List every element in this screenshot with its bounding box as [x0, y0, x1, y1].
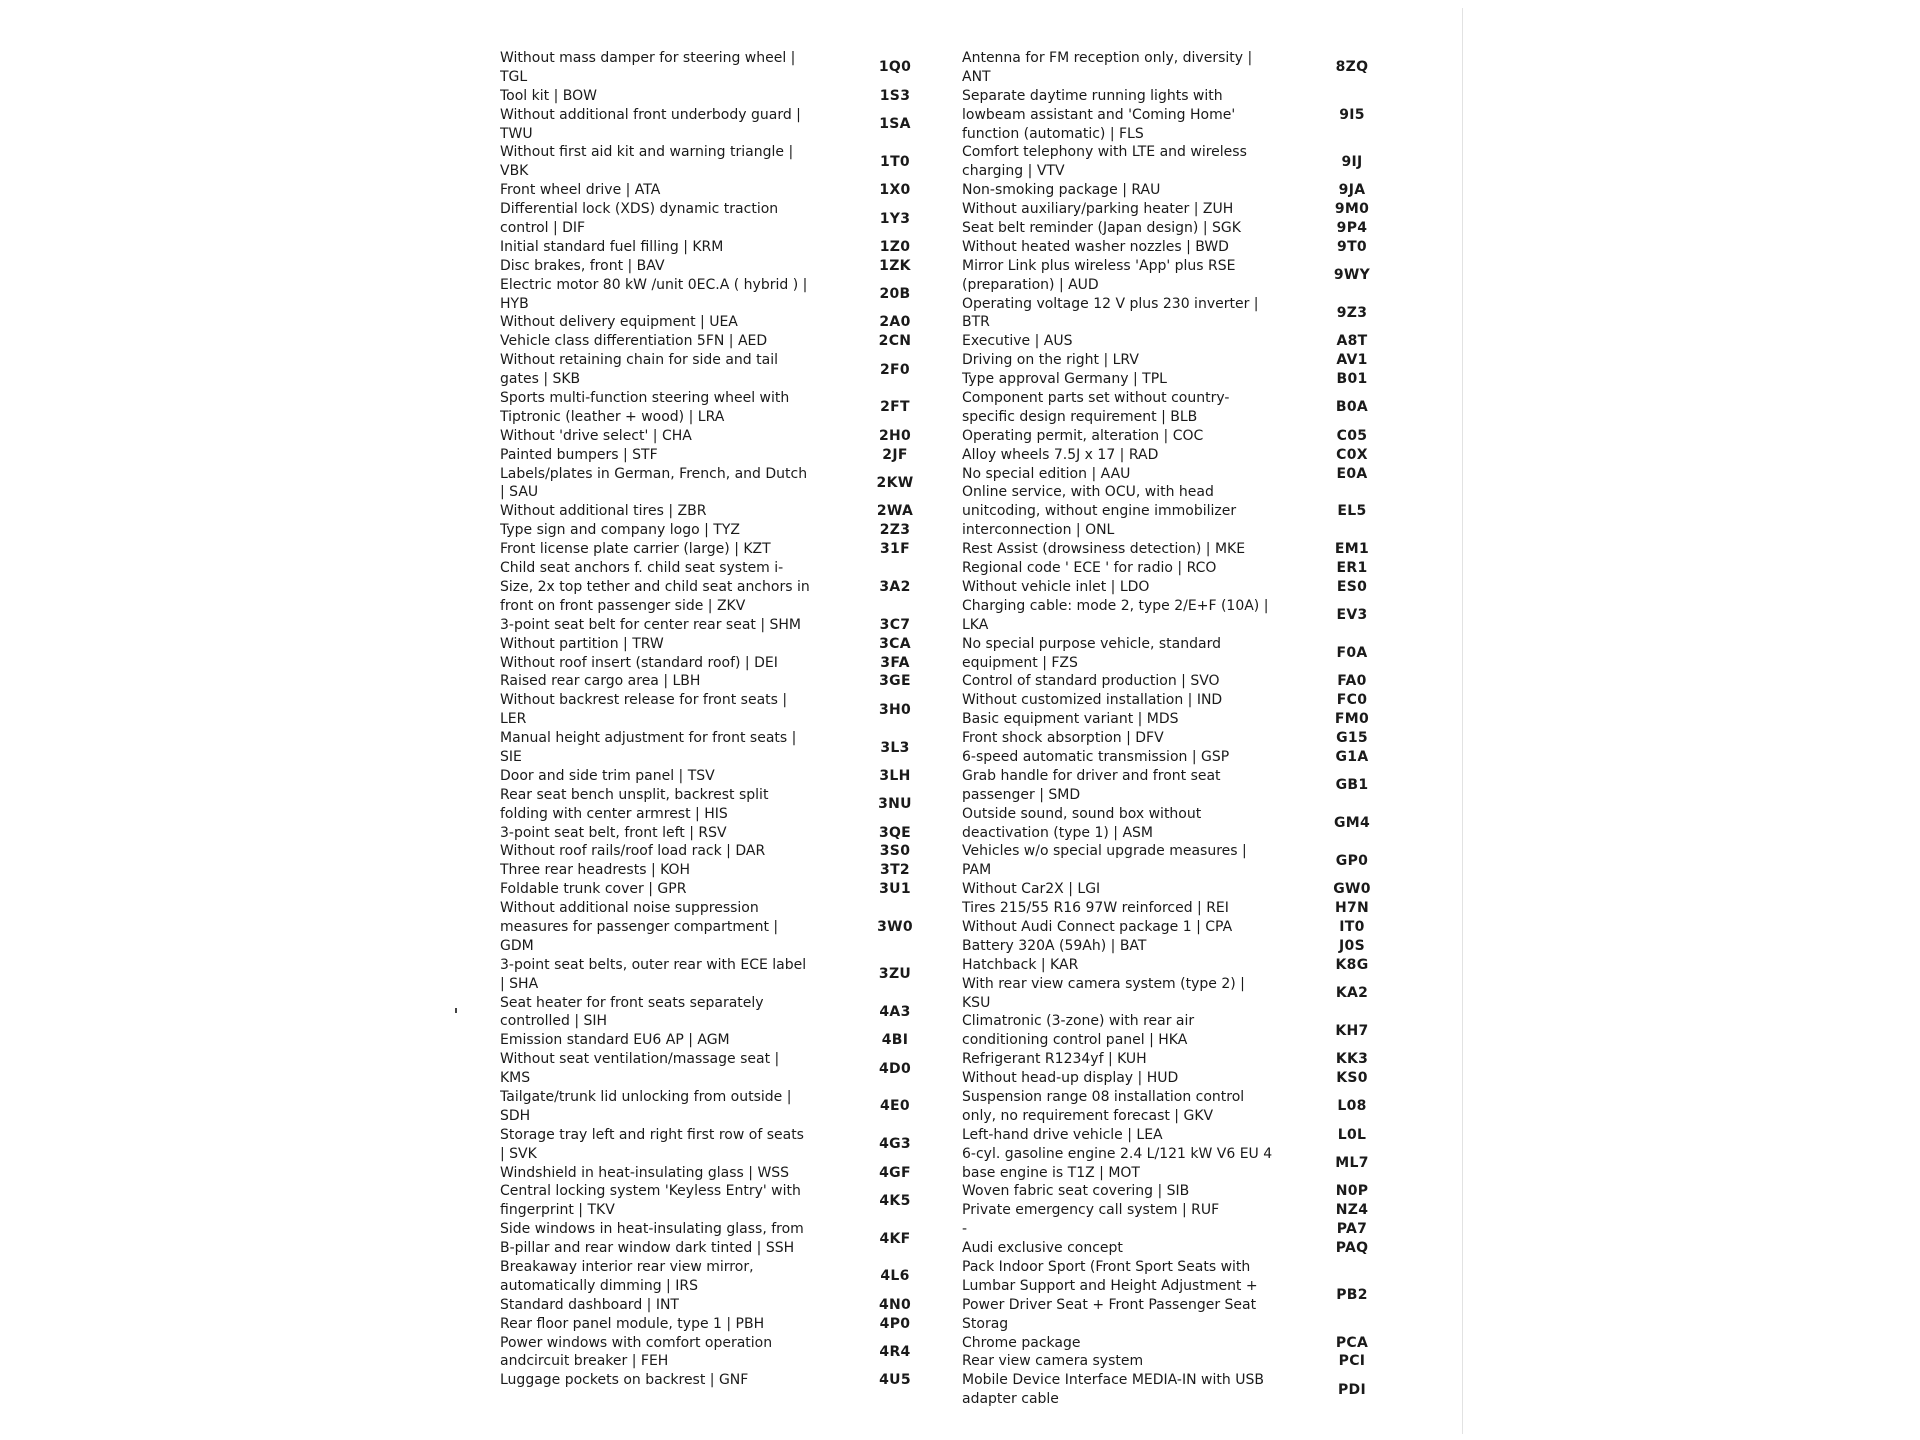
- equipment-description-line: Emission standard EU6 AP | AGM: [500, 1032, 730, 1049]
- equipment-description-line: Without retaining chain for side and tail: [500, 352, 778, 369]
- equipment-description-line: gates | SKB: [500, 371, 581, 388]
- equipment-code: FM0: [1334, 711, 1370, 728]
- equipment-code: C05: [1336, 427, 1368, 444]
- equipment-description-line: 6-cyl. gasoline engine 2.4 L/121 kW V6 EU 4: [962, 1145, 1273, 1162]
- stray-scan-mark: [455, 1008, 457, 1013]
- equipment-description-line: Operating permit, alteration | COC: [962, 427, 1204, 444]
- equipment-description-line: Seat belt reminder (Japan design) | SGK: [962, 220, 1241, 237]
- equipment-description-line: Rest Assist (drowsiness detection) | MKE: [962, 541, 1246, 558]
- equipment-description-line: deactivation (type 1) | ASM: [962, 824, 1154, 841]
- equipment-description-line: Non-smoking package | RAU: [962, 182, 1161, 199]
- equipment-description-line: Seat heater for front seats separately: [500, 994, 764, 1011]
- equipment-code: 3FA: [880, 654, 910, 671]
- equipment-code: 20B: [879, 286, 911, 303]
- equipment-code: 1X0: [879, 182, 911, 199]
- equipment-description-line: Control of standard production | SVO: [962, 673, 1220, 690]
- equipment-description-line: Size, 2x top tether and child seat anchors in: [500, 578, 810, 595]
- equipment-description-line: lowbeam assistant and 'Coming Home': [962, 106, 1236, 123]
- equipment-description-line: TWU: [500, 125, 533, 142]
- equipment-description-line: Without customized installation | IND: [962, 692, 1223, 709]
- equipment-description-line: Without head-up display | HUD: [962, 1070, 1179, 1087]
- equipment-description-line: Hatchback | KAR: [962, 956, 1079, 973]
- equipment-code: 9Z3: [1336, 305, 1368, 322]
- equipment-description-line: Vehicles w/o special upgrade measures |: [962, 843, 1247, 860]
- equipment-description-line: VBK: [500, 163, 529, 180]
- equipment-code: 3A2: [879, 578, 911, 595]
- equipment-description-line: 3-point seat belts, outer rear with ECE label: [500, 956, 807, 973]
- equipment-code: 4R4: [879, 1344, 911, 1360]
- equipment-description-line: Type sign and company logo | TYZ: [500, 522, 740, 539]
- equipment-code: 9T0: [1337, 238, 1367, 255]
- equipment-code: PDI: [1338, 1381, 1366, 1398]
- equipment-description-line: Without additional tires | ZBR: [500, 503, 707, 520]
- equipment-code: J0S: [1339, 937, 1365, 954]
- equipment-description-line: Without heated washer nozzles | BWD: [962, 238, 1229, 255]
- equipment-description-line: only, no requirement forecast | GKV: [962, 1107, 1214, 1124]
- equipment-code: 2JF: [882, 446, 908, 463]
- equipment-code: 4U5: [879, 1372, 911, 1389]
- equipment-code: C0X: [1336, 446, 1368, 463]
- equipment-description-line: Storage tray left and right first row of seats: [500, 1126, 804, 1143]
- equipment-code: 4BI: [881, 1032, 909, 1049]
- equipment-code: 4G3: [879, 1136, 911, 1153]
- equipment-description-line: unitcoding, without engine immobilizer: [962, 503, 1237, 520]
- equipment-description-line: LER: [500, 711, 527, 728]
- equipment-description-line: No special edition | AAU: [962, 465, 1131, 482]
- equipment-code: 4A3: [879, 1003, 911, 1020]
- equipment-description-line: Raised rear cargo area | LBH: [500, 673, 701, 690]
- equipment-code: PAQ: [1335, 1240, 1369, 1257]
- equipment-code: 4P0: [879, 1315, 911, 1332]
- equipment-description-line: Without mass damper for steering wheel |: [500, 50, 796, 66]
- equipment-description-line: Type approval Germany | TPL: [962, 371, 1167, 388]
- equipment-description-line: Online service, with OCU, with head: [962, 484, 1214, 501]
- equipment-code: 3GE: [879, 673, 911, 690]
- equipment-code: 2CN: [878, 333, 912, 350]
- equipment-description-line: Windshield in heat-insulating glass | WSS: [500, 1164, 790, 1181]
- equipment-code: 1Z0: [879, 238, 911, 255]
- equipment-description-line: Audi exclusive concept: [962, 1240, 1123, 1257]
- equipment-description-line: No special purpose vehicle, standard: [962, 635, 1221, 652]
- equipment-description-line: measures for passenger compartment |: [500, 918, 779, 935]
- equipment-code: 9WY: [1333, 267, 1371, 284]
- equipment-description-line: PAM: [962, 862, 992, 879]
- equipment-description-line: Without Car2X | LGI: [962, 881, 1101, 898]
- equipment-code: GB1: [1335, 777, 1369, 794]
- equipment-code: 3L3: [880, 739, 910, 756]
- equipment-description-line: KSU: [962, 994, 991, 1011]
- equipment-description-line: Without vehicle inlet | LDO: [962, 578, 1150, 595]
- equipment-code: EL5: [1337, 503, 1367, 520]
- equipment-description-line: Left-hand drive vehicle | LEA: [962, 1126, 1163, 1143]
- equipment-code: 1Y3: [879, 210, 911, 227]
- equipment-description-line: Central locking system 'Keyless Entry' with: [500, 1183, 801, 1200]
- equipment-code: E0A: [1336, 465, 1368, 482]
- equipment-description-line: Painted bumpers | STF: [500, 446, 658, 463]
- equipment-code: 3NU: [878, 796, 912, 813]
- equipment-description-line: Three rear headrests | KOH: [500, 862, 691, 879]
- equipment-code: 3S0: [879, 843, 911, 860]
- equipment-description-line: function (automatic) | FLS: [962, 125, 1144, 142]
- equipment-description-line: Regional code ' ECE ' for radio | RCO: [962, 560, 1217, 577]
- equipment-description-line: Without 'drive select' | CHA: [500, 427, 692, 444]
- equipment-description-line: Without additional noise suppression: [500, 900, 759, 917]
- equipment-code: 4KF: [879, 1230, 911, 1247]
- equipment-code: 1Q0: [878, 59, 912, 76]
- equipment-description-line: Storag: [962, 1315, 1009, 1332]
- equipment-description-line: Executive | AUS: [962, 333, 1073, 350]
- equipment-description-line: base engine is T1Z | MOT: [962, 1164, 1140, 1181]
- equipment-description-line: ANT: [962, 68, 991, 85]
- equipment-code: 4D0: [878, 1060, 911, 1077]
- equipment-description-line: -: [962, 1221, 968, 1238]
- equipment-description-line: Private emergency call system | RUF: [962, 1202, 1220, 1219]
- equipment-description-line: Tailgate/trunk lid unlocking from outside |: [500, 1088, 792, 1105]
- equipment-code: EV3: [1336, 607, 1368, 624]
- equipment-description-line: (preparation) | AUD: [962, 276, 1099, 293]
- equipment-description-line: Without first aid kit and warning triangle |: [500, 144, 794, 161]
- equipment-description-line: Without delivery equipment | UEA: [500, 314, 738, 331]
- equipment-code: PB2: [1336, 1287, 1368, 1304]
- equipment-code: 3W0: [877, 918, 913, 935]
- equipment-description-line: passenger | SMD: [962, 786, 1081, 803]
- equipment-description-line: Basic equipment variant | MDS: [962, 711, 1179, 728]
- equipment-description-line: Climatronic (3-zone) with rear air: [962, 1013, 1195, 1030]
- equipment-code: 9P4: [1336, 220, 1368, 237]
- equipment-description-line: specific design requirement | BLB: [962, 408, 1198, 425]
- equipment-description-line: Separate daytime running lights with: [962, 87, 1223, 104]
- equipment-code: 9I5: [1339, 106, 1365, 123]
- equipment-code: F0A: [1336, 645, 1368, 662]
- equipment-description-line: adapter cable: [962, 1391, 1059, 1408]
- equipment-description-line: Tool kit | BOW: [500, 87, 597, 104]
- equipment-description-line: | SHA: [500, 975, 539, 992]
- equipment-description-line: Power windows with comfort operation: [500, 1334, 773, 1351]
- equipment-description-line: Child seat anchors f. child seat system i-: [500, 560, 784, 577]
- equipment-code: PCA: [1335, 1334, 1369, 1351]
- equipment-description-line: | SVK: [500, 1145, 537, 1162]
- equipment-code: B01: [1336, 371, 1368, 388]
- equipment-description-line: Suspension range 08 installation control: [962, 1088, 1245, 1105]
- equipment-description-line: With rear view camera system (type 2) |: [962, 975, 1245, 992]
- equipment-code: FC0: [1336, 692, 1368, 709]
- equipment-description-line: GDM: [500, 937, 534, 954]
- equipment-code: 4K5: [879, 1192, 911, 1209]
- equipment-description-line: Door and side trim panel | TSV: [500, 767, 715, 784]
- equipment-description-line: B-pillar and rear window dark tinted | SSH: [500, 1240, 795, 1257]
- equipment-description-line: Chrome package: [962, 1334, 1081, 1351]
- equipment-description-line: interconnection | ONL: [962, 522, 1115, 539]
- equipment-code: GW0: [1333, 881, 1371, 898]
- equipment-code: 3ZU: [878, 966, 912, 983]
- equipment-description-line: KMS: [500, 1070, 531, 1087]
- equipment-description-line: charging | VTV: [962, 163, 1065, 180]
- equipment-description-line: | SAU: [500, 484, 539, 501]
- equipment-description-line: HYB: [500, 295, 529, 312]
- equipment-description-line: Without backrest release for front seats |: [500, 692, 788, 709]
- equipment-description-line: Electric motor 80 kW /unit 0EC.A ( hybrid ) |: [500, 276, 808, 293]
- equipment-code: IT0: [1339, 918, 1365, 935]
- equipment-code: 1SA: [879, 116, 911, 133]
- equipment-description-line: front on front passenger side | ZKV: [500, 597, 746, 614]
- equipment-description-line: SIE: [500, 748, 522, 765]
- equipment-code: G15: [1336, 730, 1368, 747]
- equipment-code: 9JA: [1338, 182, 1366, 199]
- equipment-code: L0L: [1337, 1126, 1367, 1143]
- equipment-code: PA7: [1336, 1221, 1368, 1238]
- equipment-code: 4GF: [879, 1164, 911, 1181]
- equipment-description-line: Side windows in heat-insulating glass, from: [500, 1221, 804, 1238]
- equipment-code: L08: [1337, 1098, 1367, 1115]
- equipment-description-line: Without auxiliary/parking heater | ZUH: [962, 201, 1234, 218]
- equipment-description-line: controlled | SIH: [500, 1013, 608, 1030]
- equipment-code: AV1: [1336, 352, 1368, 369]
- equipment-code: 3LH: [879, 767, 911, 784]
- equipment-code: A8T: [1336, 333, 1368, 350]
- equipment-description-line: conditioning control panel | HKA: [962, 1032, 1188, 1049]
- equipment-description-line: BTR: [962, 314, 990, 331]
- equipment-code: ER1: [1336, 560, 1368, 577]
- equipment-description-line: Foldable trunk cover | GPR: [500, 881, 687, 898]
- equipment-description-line: TGL: [500, 68, 528, 85]
- equipment-code: ML7: [1335, 1155, 1369, 1172]
- equipment-description-line: Component parts set without country-: [962, 390, 1230, 407]
- equipment-code: 4E0: [880, 1098, 910, 1115]
- equipment-description-line: Rear floor panel module, type 1 | PBH: [500, 1315, 765, 1332]
- equipment-description-line: Pack Indoor Sport (Front Sport Seats with: [962, 1259, 1251, 1275]
- equipment-code: 2Z3: [879, 522, 911, 539]
- equipment-description-line: Standard dashboard | INT: [500, 1296, 679, 1313]
- equipment-code: 4L6: [880, 1268, 910, 1285]
- equipment-code: 9M0: [1334, 201, 1370, 218]
- equipment-code: H7N: [1334, 900, 1370, 917]
- equipment-code: 3T2: [880, 862, 910, 879]
- equipment-description-line: Without partition | TRW: [500, 635, 664, 652]
- equipment-code: 2H0: [878, 427, 912, 444]
- equipment-code: K8G: [1335, 956, 1369, 973]
- equipment-description-line: Front license plate carrier (large) | KZT: [500, 541, 771, 558]
- equipment-code: EM1: [1334, 541, 1370, 558]
- equipment-description-line: Rear view camera system: [962, 1353, 1144, 1370]
- equipment-description-line: Without roof insert (standard roof) | DEI: [500, 654, 778, 671]
- equipment-code: 2FT: [880, 399, 910, 416]
- equipment-code: 3H0: [878, 701, 912, 718]
- equipment-code: 8ZQ: [1335, 59, 1369, 76]
- equipment-description-line: Alloy wheels 7.5J x 17 | RAD: [962, 446, 1159, 463]
- equipment-code: 2F0: [880, 361, 910, 378]
- equipment-description-line: Front shock absorption | DFV: [962, 730, 1164, 747]
- equipment-description-line: Breakaway interior rear view mirror,: [500, 1259, 754, 1275]
- equipment-description-line: Woven fabric seat covering | SIB: [962, 1183, 1190, 1200]
- equipment-description-line: LKA: [962, 616, 989, 633]
- equipment-code: ES0: [1336, 578, 1368, 595]
- equipment-description-line: Lumbar Support and Height Adjustment +: [962, 1277, 1258, 1294]
- equipment-list-left-column: [500, 49, 950, 1390]
- equipment-description-line: automatically dimming | IRS: [500, 1277, 698, 1294]
- equipment-description-line: Rear seat bench unsplit, backrest split: [500, 786, 769, 803]
- equipment-code: FA0: [1337, 673, 1367, 690]
- equipment-description-line: Tiptronic (leather + wood) | LRA: [500, 408, 725, 425]
- equipment-description-line: control | DIF: [500, 220, 586, 237]
- equipment-code: GM4: [1333, 815, 1371, 832]
- equipment-code: 2WA: [876, 503, 914, 520]
- equipment-description-line: Luggage pockets on backrest | GNF: [500, 1372, 749, 1389]
- equipment-description-line: Antenna for FM reception only, diversity |: [962, 50, 1253, 66]
- equipment-description-line: folding with center armrest | HIS: [500, 805, 728, 822]
- equipment-description-line: Mobile Device Interface MEDIA-IN with USB: [962, 1372, 1264, 1389]
- equipment-code: KH7: [1335, 1022, 1369, 1039]
- equipment-code: G1A: [1335, 748, 1369, 765]
- equipment-code: 2KW: [876, 475, 914, 492]
- equipment-code: 3U1: [879, 881, 911, 898]
- equipment-code: 1T0: [880, 153, 910, 170]
- equipment-code: KS0: [1336, 1070, 1368, 1087]
- equipment-description-line: Without Audi Connect package 1 | CPA: [962, 918, 1233, 935]
- equipment-code: 3C7: [879, 616, 911, 633]
- equipment-description-line: SDH: [500, 1107, 531, 1124]
- equipment-description-line: Power Driver Seat + Front Passenger Seat: [962, 1296, 1257, 1313]
- equipment-description-line: Without seat ventilation/massage seat |: [500, 1051, 780, 1068]
- equipment-code: B0A: [1335, 399, 1369, 416]
- equipment-description-line: Front wheel drive | ATA: [500, 182, 661, 199]
- equipment-description-line: Initial standard fuel filling | KRM: [500, 238, 724, 255]
- equipment-list-right-column: [962, 49, 1412, 1409]
- equipment-description-line: Labels/plates in German, French, and Dutch: [500, 465, 808, 482]
- equipment-description-line: Without additional front underbody guard |: [500, 106, 801, 123]
- equipment-code: KK3: [1335, 1051, 1369, 1068]
- equipment-description-line: Driving on the right | LRV: [962, 352, 1139, 369]
- equipment-code: KA2: [1335, 985, 1369, 1002]
- equipment-description-line: Comfort telephony with LTE and wireless: [962, 144, 1247, 161]
- equipment-description-line: Mirror Link plus wireless 'App' plus RSE: [962, 257, 1236, 274]
- page-edge-line: [1462, 8, 1463, 1434]
- equipment-description-line: fingerprint | TKV: [500, 1202, 615, 1219]
- equipment-description-line: Sports multi-function steering wheel with: [500, 390, 790, 407]
- equipment-description-line: andcircuit breaker | FEH: [500, 1353, 669, 1370]
- equipment-description-line: Manual height adjustment for front seats |: [500, 730, 797, 747]
- equipment-description-line: Outside sound, sound box without: [962, 805, 1202, 822]
- equipment-code: 4N0: [878, 1296, 912, 1313]
- equipment-code: 31F: [880, 541, 910, 558]
- equipment-code: GP0: [1335, 852, 1369, 869]
- equipment-code: PCI: [1338, 1353, 1366, 1370]
- equipment-description-line: Operating voltage 12 V plus 230 inverter |: [962, 295, 1259, 312]
- equipment-code: 9IJ: [1341, 153, 1363, 170]
- equipment-code: N0P: [1335, 1183, 1369, 1200]
- equipment-code: 2A0: [879, 314, 911, 331]
- equipment-description-line: Vehicle class differentiation 5FN | AED: [500, 333, 768, 350]
- equipment-description-line: 3-point seat belt, front left | RSV: [500, 824, 727, 841]
- equipment-code: NZ4: [1335, 1202, 1369, 1219]
- equipment-description-line: Battery 320A (59Ah) | BAT: [962, 937, 1147, 954]
- equipment-description-line: Refrigerant R1234yf | KUH: [962, 1051, 1147, 1068]
- equipment-code: 3QE: [878, 824, 912, 841]
- equipment-description-line: Disc brakes, front | BAV: [500, 257, 665, 274]
- equipment-description-line: Tires 215/55 R16 97W reinforced | REI: [962, 900, 1229, 917]
- equipment-description-line: equipment | FZS: [962, 654, 1078, 671]
- equipment-description-line: Grab handle for driver and front seat: [962, 767, 1221, 784]
- equipment-description-line: 3-point seat belt for center rear seat | SHM: [500, 616, 801, 633]
- equipment-description-line: Charging cable: mode 2, type 2/E+F (10A) |: [962, 597, 1269, 614]
- equipment-description-line: 6-speed automatic transmission | GSP: [962, 748, 1230, 765]
- equipment-code: 1S3: [879, 87, 911, 104]
- equipment-code: 3CA: [879, 635, 911, 652]
- equipment-description-line: Without roof rails/roof load rack | DAR: [500, 843, 766, 860]
- equipment-code: 1ZK: [879, 257, 911, 274]
- equipment-description-line: Differential lock (XDS) dynamic traction: [500, 201, 779, 218]
